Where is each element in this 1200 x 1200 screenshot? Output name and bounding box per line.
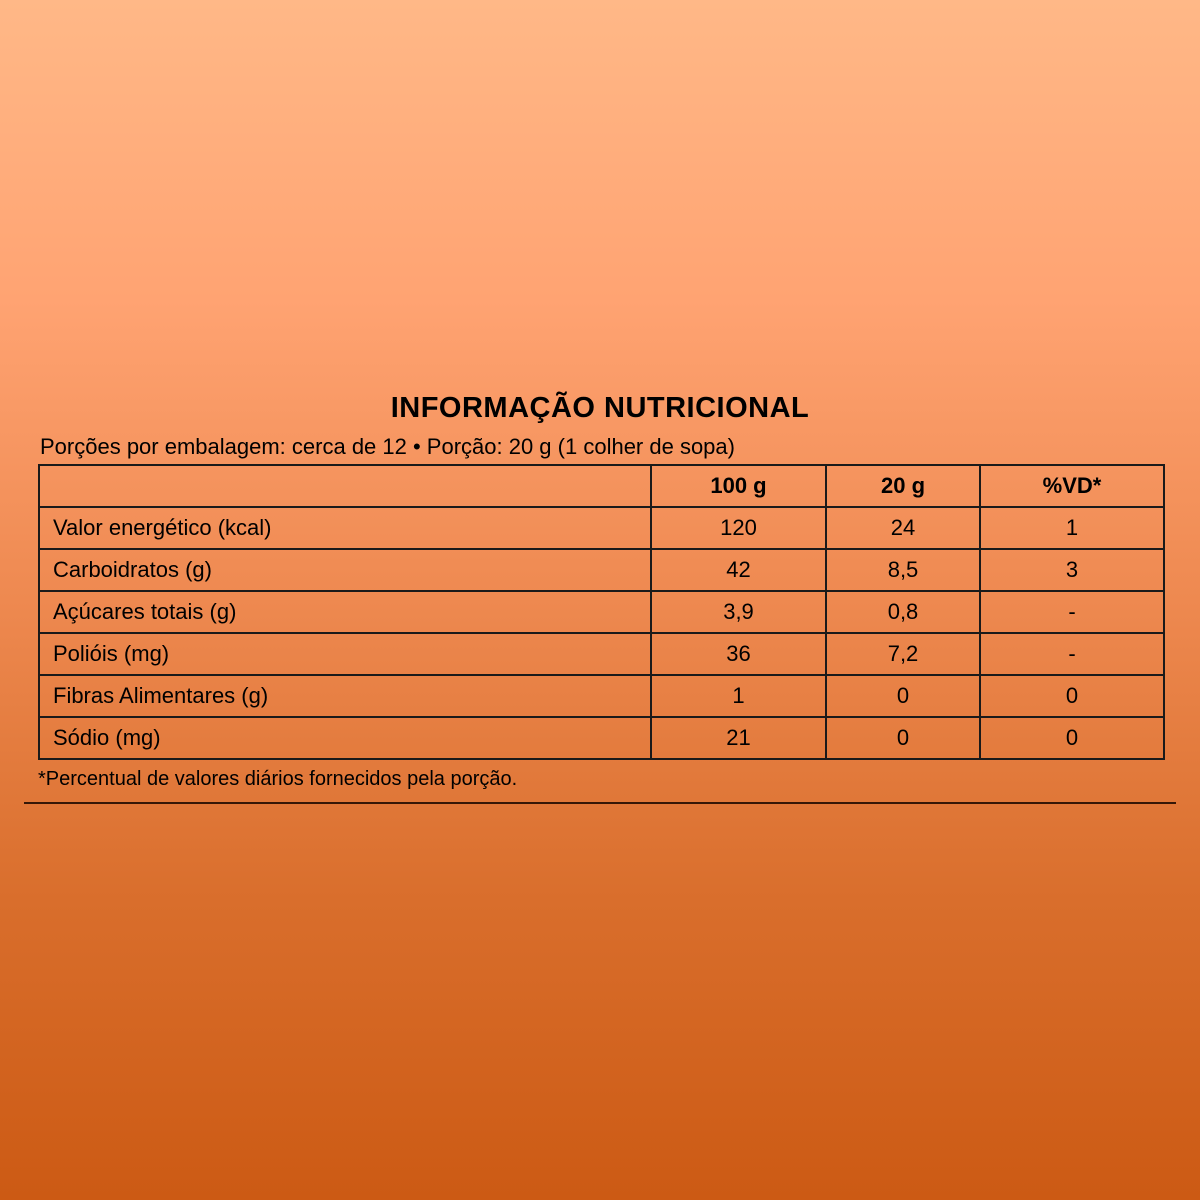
value-20g: 7,2: [826, 633, 980, 675]
table-row: [39, 507, 1164, 549]
value-100g: 1: [651, 675, 826, 717]
header-20g: 20 g: [826, 465, 980, 507]
nutrient-label: Valor energético (kcal): [39, 507, 651, 549]
header-empty: [39, 465, 651, 507]
value-100g: 36: [651, 633, 826, 675]
value-vd: -: [980, 633, 1164, 675]
table-row: [39, 591, 1164, 633]
value-vd: 0: [980, 717, 1164, 759]
value-100g: 120: [651, 507, 826, 549]
table-row: [39, 675, 1164, 717]
bottom-divider-line: [24, 802, 1176, 804]
value-20g: 24: [826, 507, 980, 549]
header-100g: 100 g: [651, 465, 826, 507]
page-title: INFORMAÇÃO NUTRICIONAL: [390, 392, 810, 424]
value-vd: 0: [980, 675, 1164, 717]
header-vd: %VD*: [980, 465, 1164, 507]
value-100g: 42: [651, 549, 826, 591]
value-vd: 1: [980, 507, 1164, 549]
table-row: [39, 717, 1164, 759]
daily-value-footnote: *Percentual de valores diários fornecidos pela porção.: [38, 768, 518, 790]
nutrition-table: [38, 464, 1165, 760]
value-20g: 0,8: [826, 591, 980, 633]
value-20g: 0: [826, 675, 980, 717]
value-20g: 0: [826, 717, 980, 759]
value-20g: 8,5: [826, 549, 980, 591]
nutrient-label: Polióis (mg): [39, 633, 651, 675]
servings-info: Porções por embalagem: cerca de 12 • Porção: 20 g (1 colher de sopa): [40, 434, 735, 459]
value-vd: -: [980, 591, 1164, 633]
nutrient-label: Sódio (mg): [39, 717, 651, 759]
table-row: [39, 633, 1164, 675]
value-vd: 3: [980, 549, 1164, 591]
value-100g: 21: [651, 717, 826, 759]
nutrient-label: Açúcares totais (g): [39, 591, 651, 633]
nutrient-label: Carboidratos (g): [39, 549, 651, 591]
table-header-row: [39, 465, 1164, 507]
value-100g: 3,9: [651, 591, 826, 633]
table-row: [39, 549, 1164, 591]
nutrient-label: Fibras Alimentares (g): [39, 675, 651, 717]
